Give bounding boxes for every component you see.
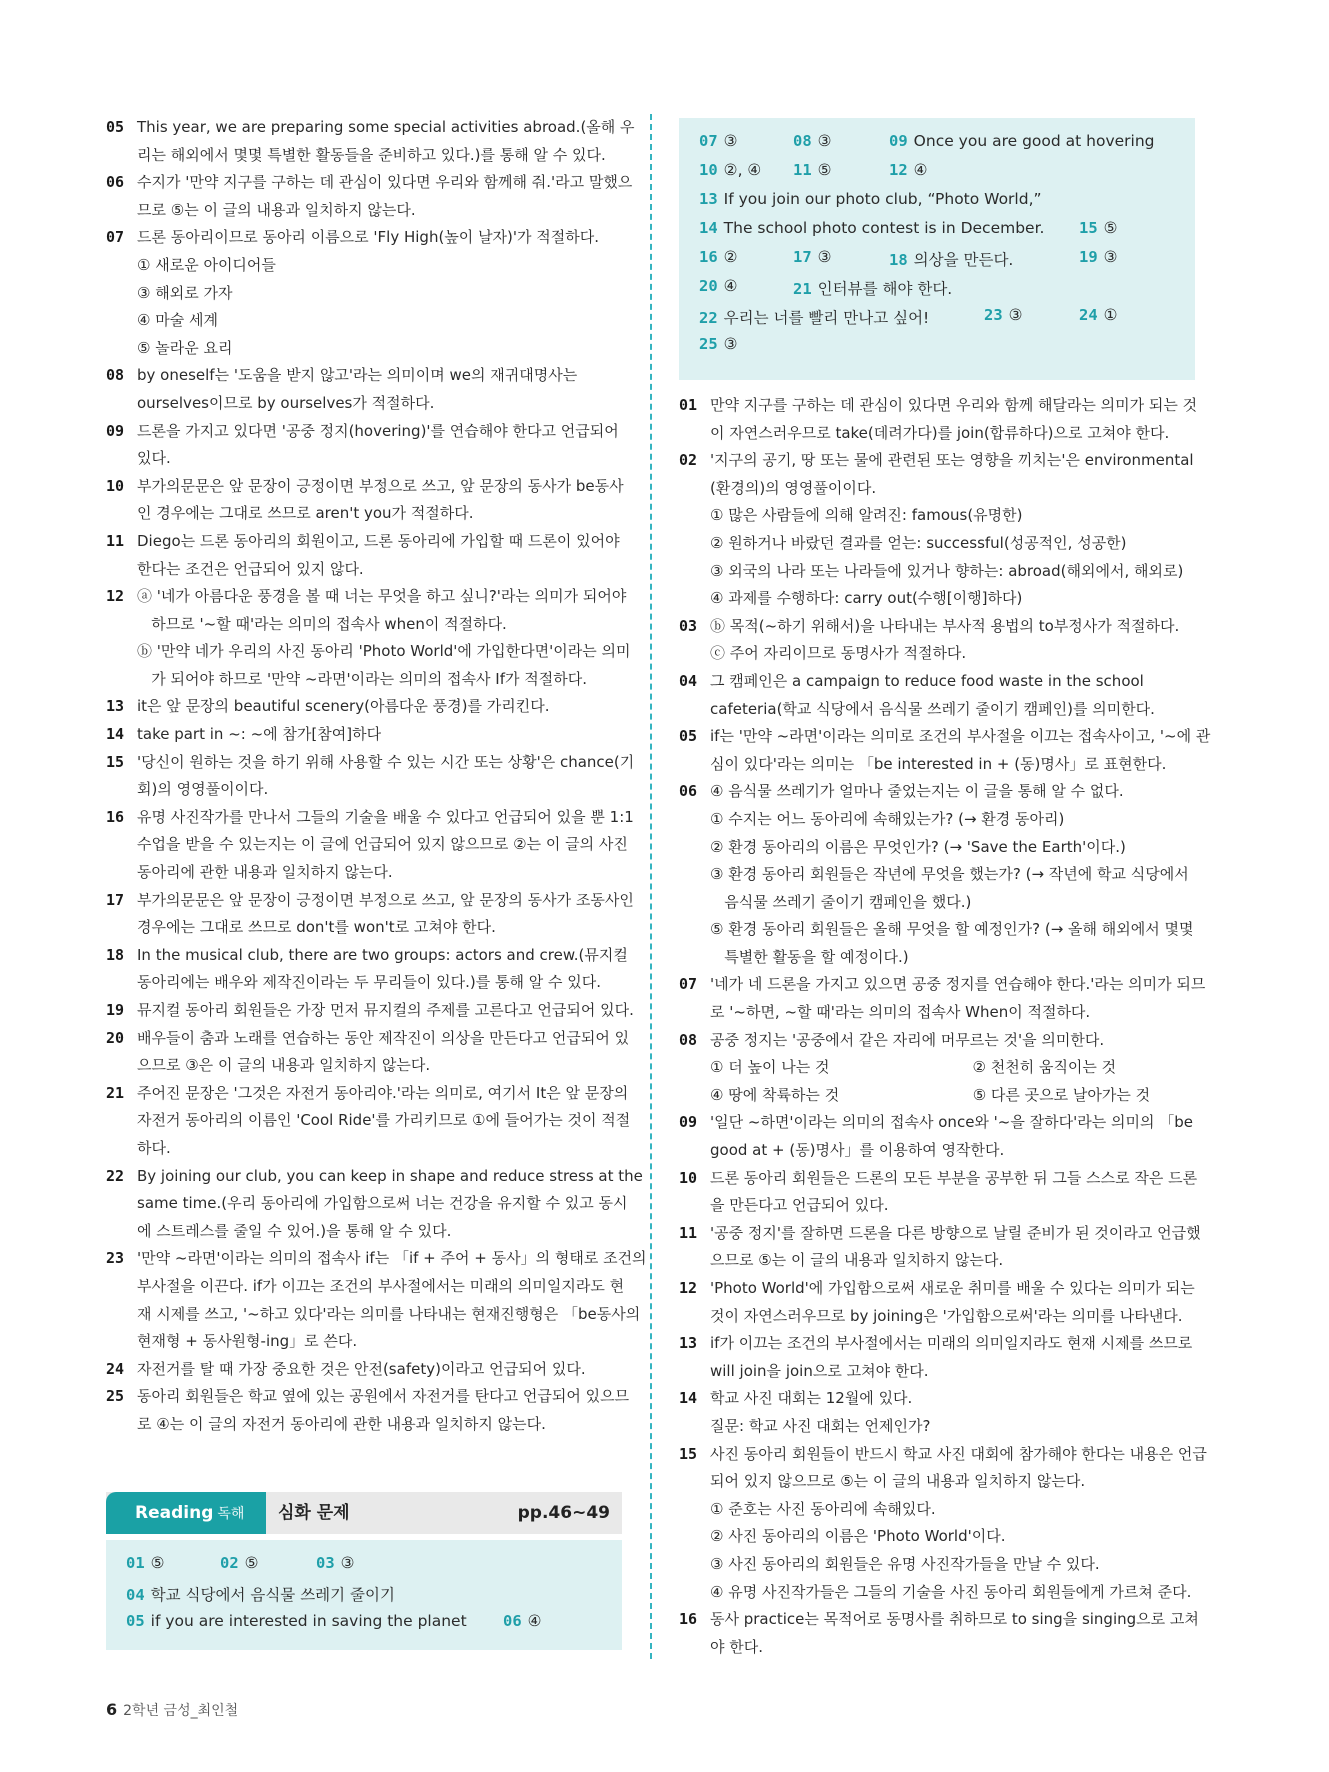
explanation-entry xyxy=(679,1220,1201,1275)
entry-line: ① 준호는 사진 동아리에 속해있다. xyxy=(710,1499,936,1518)
entry-line: 이 자연스러우므로 take(데려가다)를 join(합류하다)으로 고쳐야 한다. xyxy=(710,423,1170,442)
entry-line: '만약 ~라면'이라는 의미의 접속사 if는 「if + 주어 + 동사」의 형태로 조건의 xyxy=(137,1249,647,1268)
entry-line: 배우들이 춤과 노래를 연습하는 동안 제작진이 의상을 만든다고 언급되어 있 xyxy=(137,1028,630,1047)
entry-line: ④ 유명 사진작가들은 그들의 기술을 사진 동아리 회원들에게 가르쳐 준다. xyxy=(710,1582,1192,1601)
entry-line: 부사절을 이끈다. if가 이끄는 조건의 부사절에서는 미래의 의미일지라도 현 xyxy=(137,1276,625,1295)
entry-line: 수지가 '만약 지구를 구하는 데 관심이 있다면 우리와 함께해 줘.'라고 말했으 xyxy=(137,173,633,192)
entry-number: 05 xyxy=(106,118,125,136)
entry-number: 16 xyxy=(106,807,125,826)
entry-line: 그 캠페인은 a campaign to reduce food waste in the school xyxy=(710,671,1144,690)
entry-line: 만약 지구를 구하는 데 관심이 있다면 우리와 함께 해달라는 의미가 되는 것 xyxy=(710,396,1198,414)
explanation-entry xyxy=(106,114,635,169)
explanation-entry xyxy=(679,447,1195,613)
answer-item: 10 ②, ④ xyxy=(699,161,762,179)
answer-item: 22 우리는 너를 빨리 만나고 싶어! xyxy=(699,309,930,327)
entry-number: 11 xyxy=(679,1223,698,1242)
entry-line: 자전거 동아리의 이름인 'Cool Ride'를 가리키므로 ①에 들어가는 것이 적절 xyxy=(137,1111,631,1130)
entry-line: ① 새로운 아이디어들 xyxy=(137,255,276,274)
entry-line: 특별한 활동을 할 예정이다.) xyxy=(710,947,909,966)
entry-line: 에 스트레스를 줄일 수 있어.)을 통해 알 수 있다. xyxy=(137,1221,452,1240)
explanation-entry xyxy=(106,1025,630,1080)
entry-number: 19 xyxy=(106,1001,125,1019)
entry-line: 부가의문문은 앞 문장이 긍정이면 부정으로 쓰고, 앞 문장의 동사가 be동사 xyxy=(137,476,624,495)
answer-item: 07 ③ xyxy=(699,132,738,150)
entry-number: 08 xyxy=(679,1030,698,1049)
entry-line: 하다. xyxy=(137,1138,171,1157)
right-column xyxy=(679,392,1211,1661)
entry-number: 12 xyxy=(679,1279,698,1297)
entry-number: 10 xyxy=(679,1168,698,1187)
explanation-entry xyxy=(679,1027,1195,1110)
entry-number: 14 xyxy=(679,1389,698,1408)
answer-item: 05 if you are interested in saving the planet xyxy=(126,1612,467,1630)
entry-line: '지구의 공기, 땅 또는 물에 관련된 또는 영향을 끼치는'은 environmental xyxy=(710,451,1194,470)
answer-item: 03 ③ xyxy=(316,1554,355,1572)
answer-item: 18 의상을 만든다. xyxy=(889,251,1014,269)
entry-line: 인 경우에는 그대로 쓰므로 aren't you가 적절하다. xyxy=(137,504,474,523)
entry-line: ④ 마술 세계 xyxy=(137,311,218,330)
entry-line: 되어 있지 않으므로 ⑤는 이 글의 내용과 일치하지 않는다. xyxy=(710,1472,1086,1491)
answer-item: 04 학교 식당에서 음식물 쓰레기 줄이기 xyxy=(126,1586,395,1604)
entry-line: cafeteria(학교 식당에서 음식물 쓰레기 줄이기 캠페인)를 의미한다. xyxy=(710,699,1155,718)
entry-number: 23 xyxy=(106,1249,125,1268)
answer-item: 17 ③ xyxy=(793,248,832,266)
explanation-entry xyxy=(679,1275,1195,1330)
entry-line: 동사 practice는 목적어로 동명사를 취하므로 to sing을 singing으로 고쳐 xyxy=(710,1610,1199,1629)
entry-line: 자전거를 탈 때 가장 중요한 것은 안전(safety)이라고 언급되어 있다. xyxy=(137,1359,586,1378)
answer-item: 23 ③ xyxy=(984,306,1023,324)
explanation-entry xyxy=(106,693,622,721)
entry-number: 24 xyxy=(106,1359,125,1378)
entry-number: 05 xyxy=(679,727,698,746)
entry-number: 13 xyxy=(679,1334,698,1353)
explanation-entry xyxy=(106,583,631,693)
entry-line: ⓑ '만약 네가 우리의 사진 동아리 'Photo World'에 가입한다면'이라는 의미 xyxy=(137,642,631,661)
entry-line: 로 ④는 이 글의 자전거 동아리에 관한 내용과 일치하지 않는다. xyxy=(137,1414,546,1433)
entry-line: ⑤ 환경 동아리 회원들은 올해 무엇을 할 예정인가? (→ 올해 해외에서 몇몇 xyxy=(710,920,1194,939)
entry-line: 드론 동아리 회원들은 드론의 모든 부분을 공부한 뒤 그들 스스로 작은 드론 xyxy=(710,1168,1198,1187)
entry-line: ⓑ 목적(~하기 위해서)을 나타내는 부사적 용법의 to부정사가 적절하다. xyxy=(710,616,1180,635)
entry-number: 16 xyxy=(679,1610,698,1629)
entry-number: 09 xyxy=(106,421,125,440)
entry-number: 06 xyxy=(106,173,125,192)
explanation-entry xyxy=(106,169,633,224)
entry-line: 동아리에 관한 내용과 일치하지 않는다. xyxy=(137,863,393,882)
entry-line: 리는 해외에서 몇몇 특별한 활동들을 준비하고 있다.)를 통해 알 수 있다. xyxy=(137,145,606,164)
entry-line: ③ 환경 동아리 회원들은 작년에 무엇을 했는가? (→ 작년에 학교 식당에서 xyxy=(710,865,1189,884)
answer-item: 16 ② xyxy=(699,248,738,266)
answer-item: 09 Once you are good at hovering xyxy=(889,132,1155,150)
entry-line: 공중 정지는 '공중에서 같은 자리에 머무르는 것'을 의미한다. xyxy=(710,1030,1105,1049)
answer-item: 06 ④ xyxy=(503,1612,542,1630)
answer-item: 12 ④ xyxy=(889,161,928,179)
explanation-entry xyxy=(106,942,628,997)
entry-number: 11 xyxy=(106,531,125,550)
explanation-entry xyxy=(106,418,622,473)
entry-line: Diego는 드론 동아리의 회원이고, 드론 동아리에 가입할 때 드론이 있어야 xyxy=(137,531,620,550)
entry-line: 사진 동아리 회원들이 반드시 학교 사진 대회에 참가해야 한다는 내용은 언급 xyxy=(710,1444,1207,1463)
entry-line: 학교 사진 대회는 12월에 있다. xyxy=(710,1389,913,1408)
reading-tag: Reading 독해 xyxy=(106,1492,266,1534)
explanation-entry xyxy=(679,723,1211,778)
entry-number: 13 xyxy=(106,697,125,716)
explanation-entry xyxy=(679,778,1195,971)
entry-line: ⑤ 놀라운 요리 xyxy=(137,338,233,357)
entry-line: This year, we are preparing some special activities abroad.(올해 우 xyxy=(137,118,635,136)
entry-line: same time.(우리 동아리에 가입함으로써 너는 건강을 유지할 수 있고 동시 xyxy=(137,1194,628,1213)
entry-line: '공중 정지'를 잘하면 드론을 다른 방향으로 날릴 준비가 된 것이라고 언급했 xyxy=(710,1223,1201,1242)
entry-line: it은 앞 문장의 beautiful scenery(아름다운 풍경)를 가리킨다. xyxy=(137,697,550,716)
entry-line: ⓐ '네가 아름다운 풍경을 볼 때 너는 무엇을 하고 싶니?'라는 의미가 되어야 xyxy=(137,587,627,606)
entry-number: 12 xyxy=(106,587,125,606)
answer-item: 13 If you join our photo club, “Photo World,” xyxy=(699,190,1042,208)
entry-line: ⓒ 주어 자리이므로 동명사가 적절하다. xyxy=(710,644,967,663)
answer-item: 19 ③ xyxy=(1079,248,1118,266)
entry-line: 뮤지컬 동아리 회원들은 가장 먼저 뮤지컬의 주제를 고른다고 언급되어 있다. xyxy=(137,1001,634,1019)
explanation-entry xyxy=(679,613,1195,668)
entry-line: 동아리 회원들은 학교 옆에 있는 공원에서 자전거를 탄다고 언급되어 있으므 xyxy=(137,1387,630,1406)
entry-number: 15 xyxy=(106,752,125,771)
reading-answer-box xyxy=(106,1540,622,1650)
entry-line: In the musical club, there are two groups: actors and crew.(뮤지컬 xyxy=(137,945,628,964)
entry-number: 15 xyxy=(679,1444,698,1463)
entry-number: 17 xyxy=(106,890,125,909)
answer-item: 02 ⑤ xyxy=(220,1554,259,1572)
entry-line: 경우에는 그대로 쓰므로 don't를 won't로 고쳐야 한다. xyxy=(137,918,496,937)
entry-line: 하므로 '~할 때'라는 의미의 접속사 when이 적절하다. xyxy=(137,614,507,633)
page-footer: 6 2학년 금성_최인철 xyxy=(106,1700,239,1719)
entry-number: 22 xyxy=(106,1166,125,1185)
answer-item: 24 ① xyxy=(1079,306,1118,324)
entry-line: 심이 있다'라는 의미는 「be interested in + (동)명사」로 표현한다. xyxy=(710,754,1167,773)
answer-item: 20 ④ xyxy=(699,277,738,295)
explanation-entry xyxy=(106,997,634,1025)
answer-item: 21 인터뷰를 해야 한다. xyxy=(793,280,953,298)
reading-title: 심화 문제 xyxy=(278,1503,350,1523)
entry-line: ④ 음식물 쓰레기가 얼마나 줄었는지는 이 글을 통해 알 수 없다. xyxy=(710,782,1124,801)
explanation-entry xyxy=(106,362,622,417)
explanation-entry xyxy=(679,1385,1195,1440)
entry-line: ③ 해외로 가자 xyxy=(137,283,233,302)
entry-line: ① 더 높이 나는 것 ② 천천히 움직이는 것 xyxy=(710,1058,1117,1077)
answer-item: 14 The school photo contest is in December. xyxy=(699,219,1045,237)
entry-line: 야 한다. xyxy=(710,1637,764,1656)
entry-line: 한다는 조건은 언급되어 있지 않다. xyxy=(137,559,364,578)
entry-line: '당신이 원하는 것을 하기 위해 사용할 수 있는 시간 또는 상황'은 chance(기 xyxy=(137,752,635,771)
entry-line: by oneself는 '도움을 받지 않고'라는 의미이며 we의 재귀대명사는 xyxy=(137,366,578,385)
explanation-entry xyxy=(106,1163,643,1246)
entry-line: ③ 외국의 나라 또는 나라들에 있거나 향하는: abroad(해외에서, 해외로) xyxy=(710,561,1184,580)
explanation-entry xyxy=(679,668,1195,723)
entry-line: ② 원하거나 바랐던 결과를 얻는: successful(성공적인, 성공한) xyxy=(710,533,1127,552)
explanation-entry xyxy=(679,1606,1199,1661)
entry-number: 09 xyxy=(679,1113,698,1132)
entry-line: will join을 join으로 고쳐야 한다. xyxy=(710,1361,929,1380)
entry-line: 질문: 학교 사진 대회는 언제인가? xyxy=(710,1416,931,1435)
entry-line: 동아리에는 배우와 제작진이라는 두 무리들이 있다.)를 통해 알 수 있다. xyxy=(137,973,602,992)
answer-item: 15 ⑤ xyxy=(1079,219,1118,237)
explanation-entry xyxy=(679,1330,1195,1385)
entry-line: ① 수지는 어느 동아리에 속해있는가? (→ 환경 동아리) xyxy=(710,809,1065,828)
entry-line: 므로 ⑤는 이 글의 내용과 일치하지 않는다. xyxy=(137,200,416,219)
entry-number: 06 xyxy=(679,782,698,801)
entry-line: (환경의)의 영영풀이이다. xyxy=(710,478,877,497)
entry-line: if는 '만약 ~라면'이라는 의미로 조건의 부사절을 이끄는 접속사이고, '~에 관 xyxy=(710,727,1211,746)
entry-number: 07 xyxy=(679,975,698,994)
answer-item: 01 ⑤ xyxy=(126,1554,165,1572)
entry-number: 18 xyxy=(106,945,125,964)
explanation-entry xyxy=(106,1383,630,1438)
entry-number: 21 xyxy=(106,1083,125,1102)
entry-line: 유명 사진작가를 만나서 그들의 기술을 배울 수 있다고 언급되어 있을 뿐 1:1 xyxy=(137,807,634,826)
entry-line: ② 환경 동아리의 이름은 무엇인가? (→ 'Save the Earth'이다.) xyxy=(710,837,1126,856)
explanation-entry xyxy=(106,528,622,583)
entry-line: 현재형 + 동사원형-ing」로 쓴다. xyxy=(137,1332,358,1351)
entry-line: 재 시제를 쓰고, '~하고 있다'라는 의미를 나타내는 현재진행형은 「be동사의 xyxy=(137,1304,641,1323)
explanation-entry xyxy=(106,224,622,362)
entry-number: 04 xyxy=(679,671,698,690)
entry-line: 것이 자연스러우므로 by joining은 '가입함으로써'라는 의미를 나타낸다. xyxy=(710,1306,1183,1325)
entry-line: By joining our club, you can keep in shape and reduce stress at the xyxy=(137,1166,643,1185)
explanation-entry xyxy=(106,473,622,528)
entry-line: 으므로 ⑤는 이 글의 내용과 일치하지 않는다. xyxy=(710,1251,1004,1270)
explanation-entry xyxy=(106,1245,647,1355)
entry-line: 부가의문문은 앞 문장이 긍정이면 부정으로 쓰고, 앞 문장의 동사가 조동사인 xyxy=(137,890,634,909)
entry-number: 07 xyxy=(106,228,125,247)
entry-number: 01 xyxy=(679,396,698,414)
entry-line: 있다. xyxy=(137,449,171,468)
entry-line: '일단 ~하면'이라는 의미의 접속사 once와 '~을 잘하다'라는 의미의 「be xyxy=(710,1113,1193,1132)
explanation-entry xyxy=(106,804,634,887)
entry-line: 수업을 받을 수 있는지는 이 글에 언급되어 있지 않으므로 ②는 이 글의 사진 xyxy=(137,835,628,854)
answer-box xyxy=(679,118,1195,380)
entry-line: 로 '~하면, ~할 때'라는 의미의 접속사 When이 적절하다. xyxy=(710,1003,1091,1022)
explanation-entry xyxy=(679,392,1198,447)
reading-pages: pp.46~49 xyxy=(517,1503,610,1523)
answer-item: 25 ③ xyxy=(699,335,738,353)
entry-line: ② 사진 동아리의 이름은 'Photo World'이다. xyxy=(710,1527,1006,1546)
entry-line: 으므로 ③은 이 글의 내용과 일치하지 않는다. xyxy=(137,1056,431,1075)
entry-number: 10 xyxy=(106,476,125,495)
entry-line: 주어진 문장은 '그것은 자전거 동아리야.'라는 의미로, 여기서 It은 앞 문장의 xyxy=(137,1083,629,1102)
reading-section-header xyxy=(106,1492,622,1534)
explanation-entry xyxy=(106,749,635,804)
left-column xyxy=(106,114,647,1439)
explanation-entry xyxy=(679,1165,1198,1220)
entry-line: 회)의 영영풀이이다. xyxy=(137,780,269,799)
column-divider xyxy=(650,114,652,1659)
entry-line: 을 만든다고 언급되어 있다. xyxy=(710,1196,889,1215)
entry-line: 드론을 가지고 있다면 '공중 정지(hovering)'를 연습해야 한다고 언급되어 xyxy=(137,421,619,440)
entry-number: 02 xyxy=(679,451,698,470)
explanation-entry xyxy=(679,1441,1207,1607)
entry-line: ④ 과제를 수행하다: carry out(수행[이행]하다) xyxy=(710,589,1023,608)
entry-number: 08 xyxy=(106,366,125,385)
entry-line: 가 되어야 하므로 '만약 ~라면'이라는 의미의 접속사 If가 적절하다. xyxy=(137,669,587,688)
explanation-entry xyxy=(106,887,634,942)
answer-item: 11 ⑤ xyxy=(793,161,832,179)
entry-line: ourselves이므로 by ourselves가 적절하다. xyxy=(137,393,435,412)
entry-line: 드론 동아리이므로 동아리 이름으로 'Fly High(높이 날자)'가 적절하다. xyxy=(137,228,600,247)
entry-line: if가 이끄는 조건의 부사절에서는 미래의 의미일지라도 현재 시제를 쓰므로 xyxy=(710,1334,1193,1353)
entry-line: take part in ~: ~에 참가[참여]하다 xyxy=(137,725,382,744)
entry-number: 03 xyxy=(679,616,698,635)
explanation-entry xyxy=(679,1109,1195,1164)
explanation-entry xyxy=(106,1080,631,1163)
explanation-entry xyxy=(106,721,622,749)
entry-line: 음식물 쓰레기 줄이기 캠페인을 했다.) xyxy=(710,892,972,911)
entry-number: 20 xyxy=(106,1028,125,1047)
explanation-entry xyxy=(679,971,1206,1026)
entry-line: ③ 사진 동아리의 회원들은 유명 사진작가들을 만날 수 있다. xyxy=(710,1554,1100,1573)
answer-item: 08 ③ xyxy=(793,132,832,150)
explanation-entry xyxy=(106,1356,622,1384)
entry-number: 25 xyxy=(106,1387,125,1406)
entry-line: good at + (동)명사」를 이용하여 영작한다. xyxy=(710,1141,1005,1160)
entry-line: ① 많은 사람들에 의해 알려진: famous(유명한) xyxy=(710,506,1023,525)
entry-line: 'Photo World'에 가입함으로써 새로운 취미를 배울 수 있다는 의미가 되는 xyxy=(710,1279,1195,1297)
entry-number: 14 xyxy=(106,725,125,744)
entry-line: '네가 네 드론을 가지고 있으면 공중 정지를 연습해야 한다.'라는 의미가 되므 xyxy=(710,975,1206,994)
entry-line: ④ 땅에 착륙하는 것 ⑤ 다른 곳으로 날아가는 것 xyxy=(710,1085,1151,1104)
